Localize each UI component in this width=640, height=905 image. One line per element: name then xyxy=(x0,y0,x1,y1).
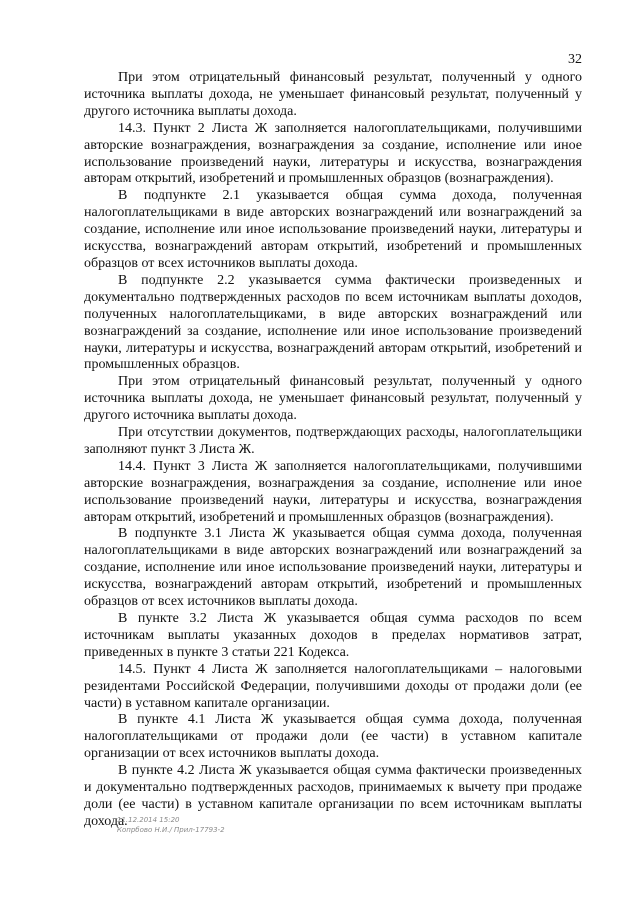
document-body xyxy=(84,70,582,831)
paragraph: При этом отрицательный финансовый результат, полученный у одного источника выплаты дохода, не уменьшает финансовый результат, полученный у другого источника выплаты дохода. xyxy=(84,374,582,424)
page-number: 32 xyxy=(568,52,582,67)
paragraph: При этом отрицательный финансовый результат, полученный у одного источника выплаты дохода, не уменьшает финансовый результат, полученный у другого источника выплаты дохода. xyxy=(84,70,582,119)
paragraph: В подпункте 2.1 указывается общая сумма дохода, полученная налогоплательщиками в виде авторских вознаграждений или вознаграждений за создание, исполнение или иное использование произведений науки, литературы и искусства, вознаграждений авторам открытий, изобретений и промышленных образцов от всех источников выплаты дохода. xyxy=(84,188,582,271)
footer-author: Копрбово Н.И./ Прил-17793-2 xyxy=(117,826,225,834)
paragraph: 14.3. Пункт 2 Листа Ж заполняется налогоплательщиками, получившими авторские вознаграждения, вознаграждения за создание, исполнение или иное использование произведений науки, литературы и искусства, вознаграждения авторам открытий, изобретений и промышленных образцов (вознаграждения). xyxy=(84,120,582,187)
paragraph: В пункте 3.2 Листа Ж указывается общая сумма расходов по всем источникам выплаты указанных доходов в пределах нормативов затрат, приведенных в пункте 3 статьи 221 Кодекса. xyxy=(84,611,582,660)
paragraph: В подпункте 2.2 указывается сумма фактически произведенных и документально подтвержденных расходов по всем источникам выплаты доходов, полученных налогоплательщиками, в виде авторских вознаграждений или вознаграждений за создание, исполнение или иное использование произведений науки, литературы и искусства, вознаграждений авторам открытий, изобретений и промышленных образцов. xyxy=(84,272,582,373)
footer-stamp xyxy=(117,815,225,835)
paragraph: В подпункте 3.1 Листа Ж указывается общая сумма дохода, полученная налогоплательщиками в виде авторских вознаграждений или вознаграждений за создание, исполнение или иное использование произведений науки, литературы и искусства, вознаграждений авторам открытий, изобретений и промышленных образцов от всех источников выплаты дохода. xyxy=(84,526,582,610)
paragraph: В пункте 4.2 Листа Ж указывается общая сумма фактически произведенных и документально подтвержденных расходов, принимаемых к вычету при продаже доли (ее части) в уставном капитале организации по всем источникам выплаты дохода. xyxy=(84,763,582,829)
paragraph: 14.5. Пункт 4 Листа Ж заполняется налогоплательщиками – налоговыми резидентами Российской Федерации, получившими доходы от продажи доли (ее части) в уставном капитале организации. xyxy=(84,661,582,711)
paragraph: При отсутствии документов, подтверждающих расходы, налогоплательщики заполняют пункт 3 Листа Ж. xyxy=(84,425,582,457)
paragraph: В пункте 4.1 Листа Ж указывается общая сумма дохода, полученная налогоплательщиками от продажи доли (ее части) в уставном капитале организации от всех источников выплаты дохода. xyxy=(84,712,582,762)
footer-date: 11.12.2014 15:20 xyxy=(117,816,180,824)
paragraph: 14.4. Пункт 3 Листа Ж заполняется налогоплательщиками, получившими авторские вознаграждения, вознаграждения за создание, исполнение или иное использование произведений науки, литературы и искусства, вознаграждения авторам открытий, изобретений и промышленных образцов (вознаграждения). xyxy=(84,458,582,525)
